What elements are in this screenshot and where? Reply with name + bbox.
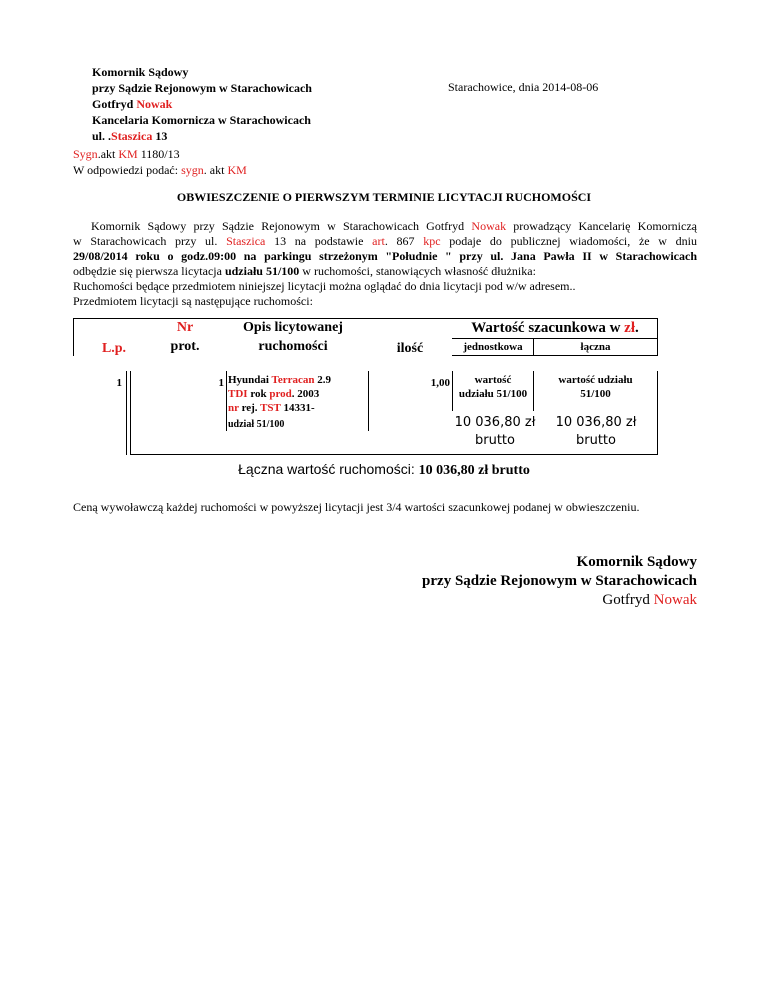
header-court: przy Sądzie Rejonowym w Starachowicach bbox=[92, 81, 312, 95]
row-desc-right bbox=[368, 371, 369, 431]
row-line-2 bbox=[130, 371, 131, 455]
row-right-border bbox=[657, 371, 658, 455]
row-lp: 1 bbox=[116, 377, 122, 389]
body-line-6: Przedmiotem licytacji są następujące ruchomości: bbox=[73, 294, 313, 308]
case-signature: Sygn.akt KM 1180/13 bbox=[73, 147, 180, 161]
bailiff-header bbox=[92, 64, 312, 144]
row-nr: 1 bbox=[218, 377, 224, 389]
signature-block: Komornik Sądowy przy Sądzie Rejonowym w Starachowicach Gotfryd Nowak bbox=[422, 554, 697, 608]
starting-price-note: Ceną wywoławczą każdej ruchomości w powyższej licytacji jest 3/4 wartości szacunkowej podanej w obwieszczeniu. bbox=[73, 500, 640, 514]
column-ilosc: ilość bbox=[396, 341, 424, 356]
row-bottom-border bbox=[130, 454, 658, 455]
row-laczna-label: wartość udziału 51/100 bbox=[558, 374, 633, 400]
body-line-5: Ruchomości będące przedmiotem niniejszej licytacji można oglądać do dnia licytacji pod w/w adresem.. bbox=[73, 279, 576, 293]
document-title: OBWIESZCZENIE O PIERWSZYM TERMINIE LICYTACJI RUCHOMOŚCI bbox=[176, 190, 592, 204]
column-jednostkowa: jednostkowa bbox=[463, 341, 523, 353]
row-desc-left bbox=[226, 371, 227, 431]
row-laczna-value: 10 036,80 zł brutto bbox=[555, 415, 637, 448]
case-reference bbox=[73, 146, 247, 178]
column-nr: Nr prot. bbox=[170, 320, 200, 354]
header-name: Gotfryd Nowak bbox=[92, 97, 173, 111]
row-line-1 bbox=[126, 371, 127, 455]
column-wartosc: Wartość szacunkowa w zł. bbox=[471, 320, 639, 336]
row-ilosc: 1,00 bbox=[430, 377, 450, 389]
row-description: Hyundai Terracan 2.9 TDI rok prod. 2003 nr rej. TST 14331- udział 51/100 bbox=[228, 374, 332, 430]
body-line-2: w Starachowicach przy ul. Staszica 13 na podstawie art. 867 kpc podaje do publicznej wiadomości, że w dniu bbox=[73, 234, 697, 248]
row-jedn-value: 10 036,80 zł brutto bbox=[454, 415, 536, 448]
signature-name: Gotfryd Nowak bbox=[602, 592, 697, 608]
row-jedn-label: wartość udziału 51/100 bbox=[458, 374, 528, 400]
body-line-1: Komornik Sądowy przy Sądzie Rejonowym w Starachowicach Gotfryd Nowak prowadzący Kancelarię Komorniczą bbox=[91, 219, 697, 233]
body-line-4: odbędzie się pierwsza licytacja udziału 51/100 w ruchomości, stanowiących własność dłużnika: bbox=[73, 264, 536, 278]
column-opis: Opis licytowanej ruchomości bbox=[243, 320, 343, 354]
header-surname: Nowak bbox=[136, 97, 173, 111]
notice-body bbox=[73, 219, 697, 309]
column-lp: L.p. bbox=[101, 341, 127, 356]
total-value: Łączna wartość ruchomości: 10 036,80 zł brutto bbox=[238, 461, 530, 478]
header-office: Kancelaria Komornicza w Starachowicach bbox=[92, 113, 311, 127]
header-address: ul. .Staszica 13 bbox=[92, 129, 168, 143]
document-date: Starachowice, dnia 2014-08-06 bbox=[448, 80, 599, 94]
header-title: Komornik Sądowy bbox=[92, 65, 189, 79]
column-laczna: łączna bbox=[580, 341, 611, 353]
reply-instruction: W odpowiedzi podać: sygn. akt KM bbox=[73, 163, 247, 177]
body-line-3: 29/08/2014 roku o godz.09:00 na parkingu strzeżonym "Południe " przy ul. Jana Pawła II w Starachowicach bbox=[73, 249, 697, 263]
